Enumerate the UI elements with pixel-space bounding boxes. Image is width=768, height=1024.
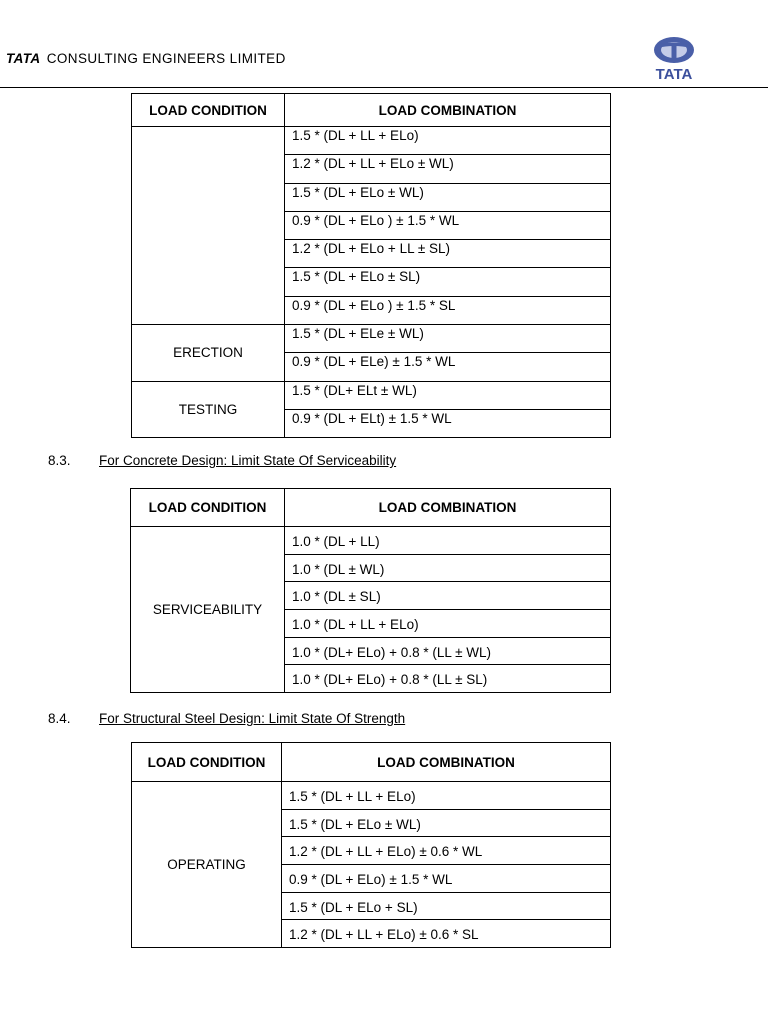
load-combination-cell: 1.5 * (DL + ELo ± WL) — [285, 183, 611, 211]
table-row — [132, 127, 611, 155]
load-combination-table-3 — [131, 742, 611, 948]
load-combination-cell: 1.5 * (DL + LL + ELo) — [285, 127, 611, 155]
load-combination-cell: 0.9 * (DL + ELe) ± 1.5 * WL — [285, 353, 611, 381]
load-combination-table-2 — [130, 488, 611, 693]
load-combination-cell: 1.5 * (DL + ELe ± WL) — [285, 325, 611, 353]
load-combination-cell: 1.2 * (DL + LL + ELo) ± 0.6 * WL — [282, 837, 611, 865]
load-combination-cell: 0.9 * (DL + ELo) ± 1.5 * WL — [282, 865, 611, 893]
load-combination-cell: 1.5 * (DL+ ELt ± WL) — [285, 381, 611, 409]
header-load-combination: LOAD COMBINATION — [285, 94, 611, 127]
load-condition-cell: SERVICEABILITY — [131, 527, 285, 693]
section-number: 8.4. — [48, 711, 71, 726]
load-condition-cell: ERECTION — [132, 325, 285, 382]
load-condition-cell — [132, 127, 285, 325]
load-combination-cell: 1.0 * (DL+ ELo) + 0.8 * (LL ± SL) — [285, 665, 611, 693]
load-combination-cell: 1.2 * (DL + LL + ELo) ± 0.6 * SL — [282, 920, 611, 948]
header-load-condition: LOAD CONDITION — [132, 743, 282, 782]
company-name: CONSULTING ENGINEERS LIMITED — [46, 51, 286, 66]
table-row — [132, 325, 611, 353]
section-title: For Structural Steel Design: Limit State Of Strength — [99, 711, 406, 726]
load-combination-cell: 1.2 * (DL + ELo + LL ± SL) — [285, 240, 611, 268]
header-row — [131, 489, 611, 527]
section-8-3-heading — [48, 453, 396, 468]
header-load-condition: LOAD CONDITION — [132, 94, 285, 127]
table-row — [132, 381, 611, 409]
tata-logo — [641, 34, 707, 84]
table-row — [131, 527, 611, 555]
header-load-combination: LOAD COMBINATION — [285, 489, 611, 527]
load-combination-cell: 0.9 * (DL + ELo ) ± 1.5 * WL — [285, 211, 611, 239]
load-combination-cell: 1.5 * (DL + ELo ± SL) — [285, 268, 611, 296]
load-combination-cell: 1.5 * (DL + ELo + SL) — [282, 892, 611, 920]
load-combination-cell: 0.9 * (DL + ELt) ± 1.5 * WL — [285, 409, 611, 437]
load-condition-cell: TESTING — [132, 381, 285, 438]
load-combination-cell: 1.0 * (DL+ ELo) + 0.8 * (LL ± WL) — [285, 637, 611, 665]
load-combination-cell: 1.5 * (DL + ELo ± WL) — [282, 809, 611, 837]
logo-text: TATA — [655, 66, 693, 83]
load-combination-cell: 1.0 * (DL + LL) — [285, 527, 611, 555]
tata-t-emblem-icon — [641, 34, 707, 84]
section-number: 8.3. — [48, 453, 71, 468]
load-combination-cell: 1.0 * (DL ± SL) — [285, 582, 611, 610]
load-combination-cell: 1.5 * (DL + LL + ELo) — [282, 782, 611, 810]
header-load-combination: LOAD COMBINATION — [282, 743, 611, 782]
load-combination-cell: 1.0 * (DL + LL + ELo) — [285, 610, 611, 638]
page-header — [0, 0, 768, 87]
company-brand — [6, 51, 286, 66]
load-condition-cell: OPERATING — [132, 782, 282, 948]
header-load-condition: LOAD CONDITION — [131, 489, 285, 527]
brand-mark: TATA — [6, 51, 41, 66]
section-title: For Concrete Design: Limit State Of Serviceability — [99, 453, 397, 468]
header-row — [132, 743, 611, 782]
load-combination-cell: 1.2 * (DL + LL + ELo ± WL) — [285, 155, 611, 183]
table-row — [132, 782, 611, 810]
header-row — [132, 94, 611, 127]
load-combination-cell: 1.0 * (DL ± WL) — [285, 554, 611, 582]
load-combination-table-1 — [131, 93, 611, 438]
section-8-4-heading — [48, 711, 405, 726]
load-combination-cell: 0.9 * (DL + ELo ) ± 1.5 * SL — [285, 296, 611, 324]
header-rule — [0, 87, 768, 88]
